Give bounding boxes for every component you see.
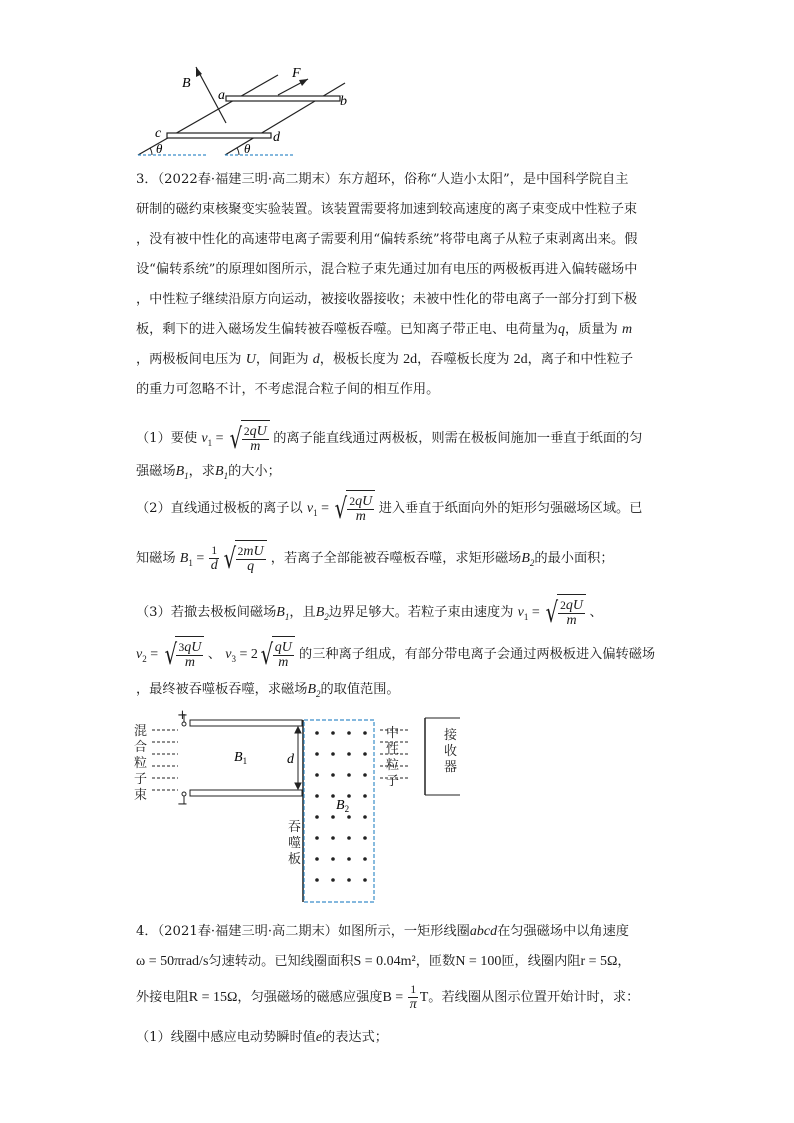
q4-line-1 — [136, 922, 629, 942]
field-dot — [331, 815, 335, 819]
p2-d: ，若离子全部能被吞噬板吞噬，求矩形磁场 — [270, 551, 522, 567]
var-q: q — [558, 322, 565, 337]
var-e: e — [315, 1030, 323, 1045]
swallow-char-1: 吞 — [288, 820, 302, 835]
field-dot — [363, 794, 367, 798]
deflection-system-figure — [130, 705, 470, 910]
q3-line-7-a: ，间距为 — [255, 352, 309, 367]
field-dot — [315, 836, 319, 840]
field-dot — [331, 836, 335, 840]
receiver-char-1: 接 — [444, 728, 458, 743]
q3-line-7 — [136, 350, 633, 370]
p1-a: （1）要使 — [136, 431, 198, 447]
q3-part3-line-1: （3）若撤去极板间磁场$B_1$，且$B_2$边界足够大。若粒子束由速度为 $v_1$ = √ $\frac{2qU}{m}$ 、 — [136, 594, 603, 635]
q3-part1-line-2: 强磁场$B_1$，求$B_1$的大小； — [136, 464, 281, 481]
q3-part2-line-1: （2）直线通过极板的离子以 $v_1$ = √ $\frac{2qU}{m}$ 进入垂直于纸面向外的矩形匀强磁场区域。已 — [136, 490, 642, 531]
label-b: b — [340, 94, 347, 109]
field-dot — [347, 731, 351, 735]
swallow-char-2: 噬 — [288, 836, 302, 851]
label-theta-right: θ — [244, 141, 251, 156]
inclined-rails-figure — [130, 55, 360, 165]
var-omega: ω = 50πrad/s — [136, 954, 209, 969]
q4-l4-a: （1）线圈中感应电动势瞬时值 — [136, 1030, 316, 1045]
upper-plate — [190, 720, 302, 726]
var-2d: 2d — [403, 352, 418, 367]
receiver-char-2: 收 — [444, 744, 458, 759]
mix-char-3: 粒 — [134, 756, 148, 771]
field-dot — [363, 731, 367, 735]
q3-line-7-text: ，两极板间电压为 — [136, 352, 242, 367]
q3-line-6-mid: ，质量为 — [565, 322, 618, 337]
q4-l1-a: 4．（2021春·福建三明·高二期末）如图所示，一矩形线圈 — [136, 924, 470, 939]
neutral-char-3: 粒 — [386, 758, 400, 773]
var-U: U — [245, 352, 256, 367]
p3-d: 、 — [589, 605, 603, 621]
receiver-char-3: 器 — [444, 760, 458, 775]
field-dot — [331, 794, 335, 798]
p3-c: 边界足够大。若粒子束由速度为 — [328, 605, 514, 621]
p3-f: 的三种离子组成，有部分带电离子会通过两极板进入偏转磁场 — [299, 647, 656, 663]
p2-b: 进入垂直于纸面向外的矩形匀强磁场区域。已 — [378, 501, 643, 517]
field-dot — [363, 836, 367, 840]
field-dot — [363, 857, 367, 861]
q4-l3-b: ，匀强磁场的磁感应强度 — [237, 990, 383, 1005]
field-dot — [347, 794, 351, 798]
var-m: m — [621, 322, 633, 337]
q3-line-7-b: ，极板长度为 — [319, 352, 399, 367]
p3-h: 的取值范围。 — [320, 682, 400, 697]
neutral-char-2: 性 — [386, 742, 400, 757]
field-dot — [331, 878, 335, 882]
p3-a: （3）若撤去极板间磁场 — [136, 605, 277, 621]
q3-line-6-text: 板，剩下的进入磁场发生偏转被吞噬板吞噬。已知离子带正电、电荷量为 — [136, 322, 558, 337]
p3-g: ，最终被吞噬板吞噬，求磁场 — [136, 682, 308, 697]
rod-cd — [167, 133, 271, 138]
label-d: d — [273, 130, 280, 145]
minus-sign: − — [177, 797, 188, 812]
field-dot — [363, 752, 367, 756]
swallow-char-3: 板 — [288, 852, 302, 867]
field-dot — [331, 752, 335, 756]
label-theta-left: θ — [156, 141, 163, 156]
angle-arc-left — [150, 148, 152, 155]
right-rail — [225, 83, 345, 155]
p2-a: （2）直线通过极板的离子以 — [136, 501, 303, 517]
field-dot — [347, 857, 351, 861]
q4-l3-a: 外接电阻 — [136, 990, 189, 1005]
field-dot — [347, 815, 351, 819]
field-dot — [331, 731, 335, 735]
q3-line-8: 的重力可忽略不计，不考虑混合粒子间的相互作用。 — [136, 382, 440, 397]
p3-e: 、 — [207, 647, 222, 663]
q3-line-2: 研制的磁约束核聚变实验装置。该装置需要将加速到较高速度的离子束变成中性粒子束 — [136, 202, 638, 217]
p2-c: 知磁场 — [136, 551, 176, 567]
field-dot — [363, 815, 367, 819]
angle-arc-right — [237, 148, 239, 155]
q4-line-3: 外接电阻R = 15Ω，匀强磁场的磁感应强度B = $\frac{1}{\pi}$ T。若线圈从图示位置开始计时，求： — [136, 983, 640, 1012]
var-R: R = 15Ω — [188, 990, 238, 1005]
field-dot — [363, 878, 367, 882]
label-a: a — [218, 88, 225, 103]
field-dot — [363, 773, 367, 777]
q4-line-4 — [136, 1028, 388, 1048]
q3-line-7-e: ，离子和中性粒子 — [527, 352, 634, 367]
field-dot — [347, 773, 351, 777]
label-c: c — [155, 126, 162, 141]
field-dot — [331, 857, 335, 861]
field-dot — [315, 815, 319, 819]
q4-line-2 — [136, 952, 631, 972]
field-dot — [347, 752, 351, 756]
lower-plate — [190, 790, 302, 796]
neutral-char-1: 中 — [386, 726, 400, 741]
field-dot — [315, 731, 319, 735]
field-dot — [347, 836, 351, 840]
rod-ab — [226, 96, 340, 101]
q3-line-7-c: ，吞噬板长度为 — [417, 352, 510, 367]
p3-b: ，且 — [289, 605, 316, 621]
var-abcd: abcd — [469, 924, 498, 939]
p1-e: 的大小； — [228, 464, 281, 479]
p2-e: 的最小面积； — [534, 551, 614, 567]
label-B1: $B_1$ — [234, 750, 248, 766]
q4-l2-b: ，匝数 — [415, 954, 456, 969]
mix-char-1: 混 — [134, 724, 148, 739]
var-B: B = — [382, 990, 404, 1005]
mix-char-4: 子 — [134, 772, 148, 787]
q3-part3-line-2: $v_2$ = √ $\frac{3qU}{m}$ 、 $v_3 = 2$ √ $\frac{qU}{m}$ 的三种离子组成，有部分带电离子会通过两极板进入偏转磁场 — [136, 636, 655, 677]
q4-l3-c: 。若线圈从图示位置开始计时，求： — [428, 990, 640, 1005]
q4-l2-a: 匀速转动。已知线圈面积 — [208, 954, 354, 969]
field-dot — [347, 878, 351, 882]
field-dot — [315, 794, 319, 798]
field-dot — [315, 878, 319, 882]
q4-l1-b: 在匀强磁场中以角速度 — [497, 924, 629, 939]
mix-char-2: 合 — [134, 740, 148, 755]
q4-l2-c: 匝，线圈内阻 — [501, 954, 581, 969]
mix-char-5: 束 — [134, 788, 148, 803]
q4-l2-d: ， — [617, 954, 631, 969]
q3-line-3: ，没有被中性化的高速带电离子需要利用“偏转系统”将带电离子从粒子束剥离出来。假 — [136, 232, 638, 247]
q3-part2-line-2: 知磁场 $B_1$ = $\frac{1}{d}$ √ $\frac{2mU}{q}$ ，若离子全部能被吞噬板吞噬，求矩形磁场$B_2$的最小面积； — [136, 540, 614, 581]
p1-d: ，求 — [188, 464, 215, 479]
q3-line-5: ，中性粒子继续沿原方向运动，被接收器接收；未被中性化的带电离子一部分打到下极 — [136, 292, 638, 307]
label-F: F — [292, 66, 301, 81]
q3-line-6 — [136, 320, 632, 340]
var-r: r = 5Ω — [580, 954, 618, 969]
neutral-char-4: 子 — [386, 774, 400, 789]
q3-part1-line-1: （1）要使 $v_1$ = √ $\frac{2qU}{m}$ 的离子能直线通过两极板，则需在极板间施加一垂直于纸面的匀 — [136, 420, 642, 461]
q3-line-4: 设“偏转系统”的原理如图所示，混合粒子束先通过加有电压的两极板再进入偏转磁场中 — [136, 262, 638, 277]
label-B: B — [182, 76, 191, 91]
var-2d-2: 2d — [513, 352, 528, 367]
var-N: N = 100 — [455, 954, 502, 969]
field-dot — [315, 752, 319, 756]
var-S: S = 0.04m² — [353, 954, 416, 969]
field-dot — [315, 857, 319, 861]
label-d: d — [287, 752, 294, 767]
q4-l4-b: 的表达式； — [322, 1030, 388, 1045]
p1-b: 的离子能直线通过两极板，则需在极板间施加一垂直于纸面的匀 — [273, 431, 643, 447]
label-B2: $B_2$ — [336, 798, 350, 814]
field-dot — [331, 773, 335, 777]
plus-sign: + — [177, 708, 188, 723]
var-d: d — [312, 352, 320, 367]
field-dot — [315, 773, 319, 777]
p1-c: 强磁场 — [136, 464, 176, 479]
q3-line-1: 3．（2022春·福建三明·高二期末）东方超环，俗称“人造小太阳”，是中国科学院自主 — [136, 172, 629, 187]
q3-part3-line-3: ，最终被吞噬板吞噬，求磁场$B_2$的取值范围。 — [136, 682, 400, 699]
